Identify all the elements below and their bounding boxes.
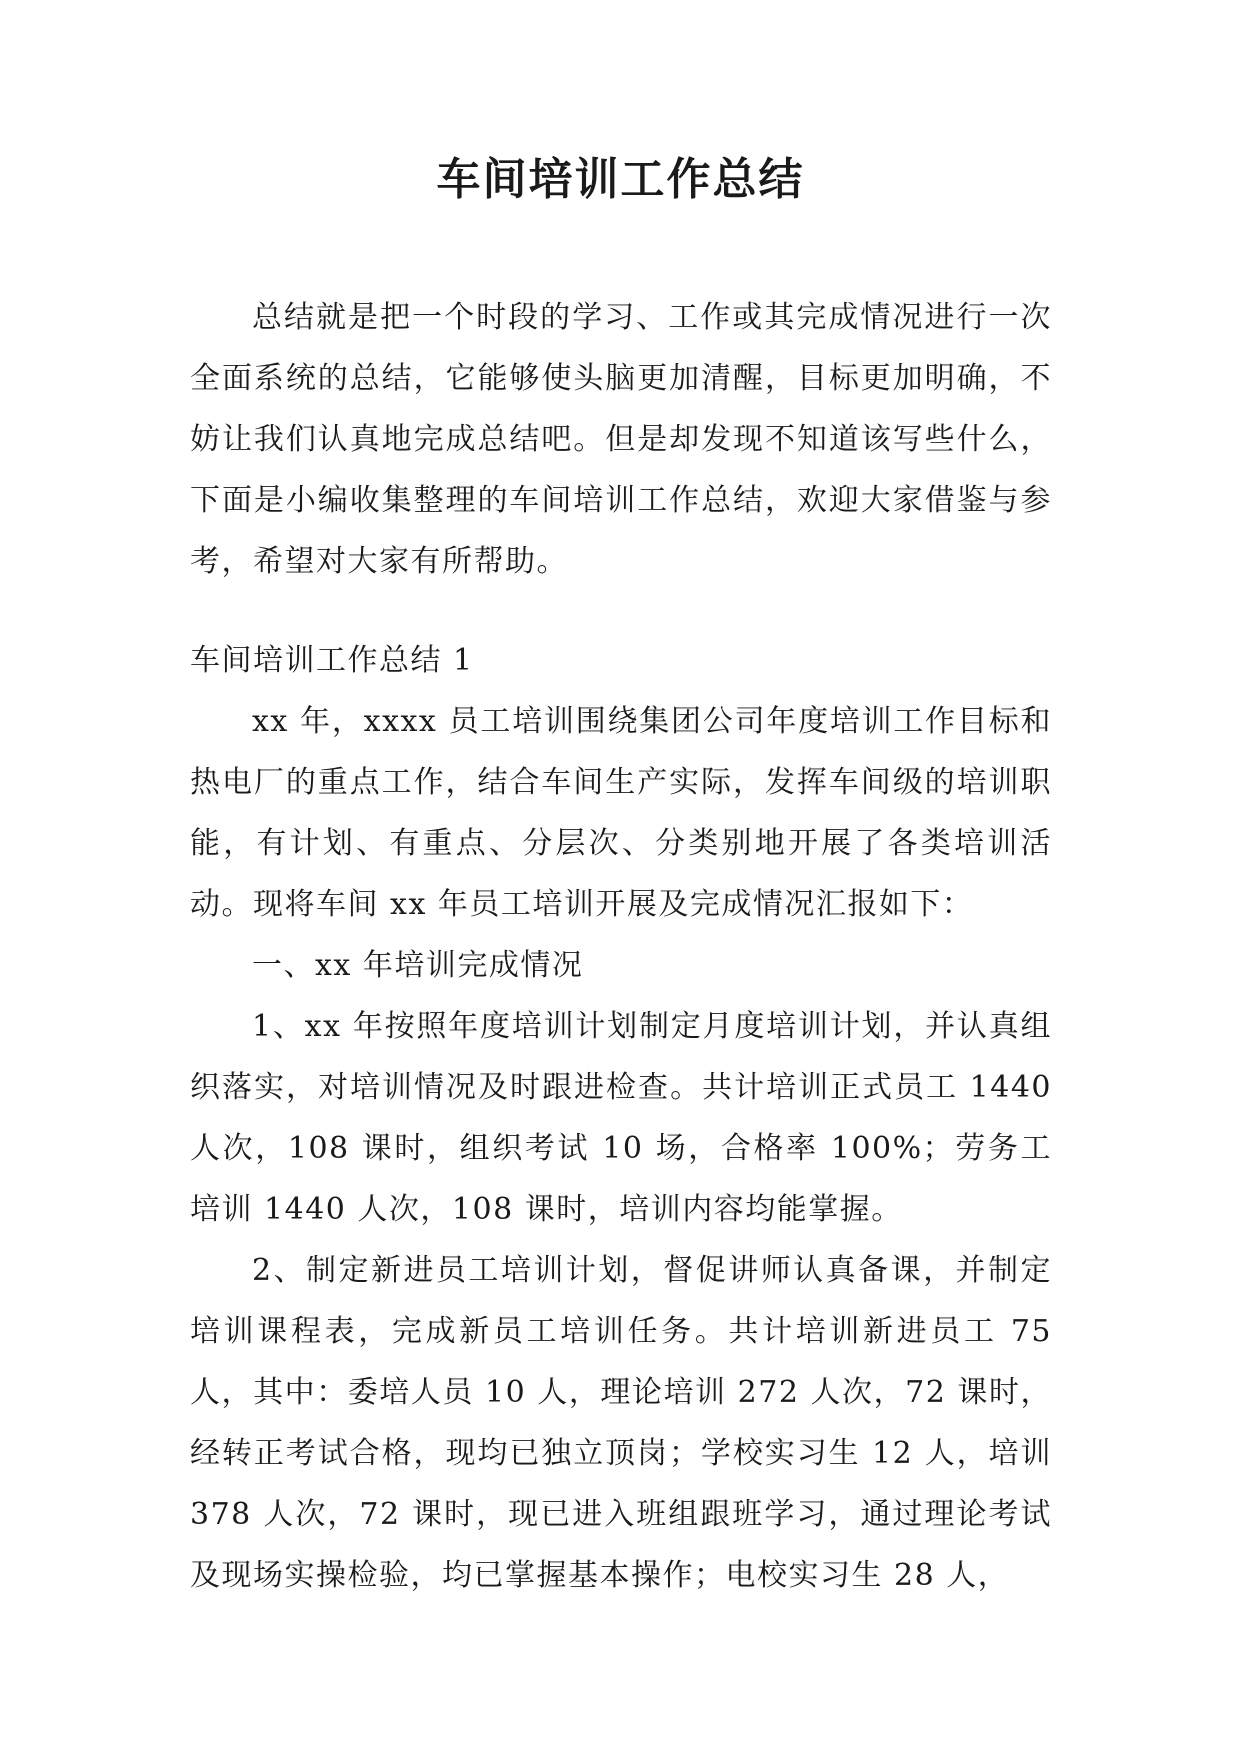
intro-paragraph: 总结就是把一个时段的学习、工作或其完成情况进行一次全面系统的总结，它能够使头脑更加清醒，目标更加明确，不妨让我们认真地完成总结吧。但是却发现不知道该写些什么，下面是小编收集整理的车间培训工作总结，欢迎大家借鉴与参考，希望对大家有所帮助。 <box>190 300 1052 579</box>
section-heading: 车间培训工作总结 1 <box>190 643 474 678</box>
body-paragraph: 2、制定新进员工培训计划，督促讲师认真备课，并制定培训课程表，完成新员工培训任务。共计培训新进员工 75 人，其中：委培人员 10 人，理论培训 272 人次，72 课时，经转正考试合格，现均已独立顶岗；学校实习生 12 人，培训 378 人次，72 课时，现已进入班组跟班学习，通过理论考试及现场实操检验，均已掌握基本操作；电校实习生 28 人， <box>190 1253 1052 1593</box>
document-title: 车间培训工作总结 <box>436 154 805 205</box>
body-paragraph: xx 年，xxxx 员工培训围绕集团公司年度培训工作目标和热电厂的重点工作，结合车间生产实际，发挥车间级的培训职能，有计划、有重点、分层次、分类别地开展了各类培训活动。现将车间 xx 年员工培训开展及完成情况汇报如下： <box>190 704 1052 922</box>
summary-section <box>190 630 1052 1606</box>
subsection-heading: 一、xx 年培训完成情况 <box>252 948 584 983</box>
intro-block <box>190 287 1052 592</box>
body-paragraph: 1、xx 年按照年度培训计划制定月度培训计划，并认真组织落实，对培训情况及时跟进检查。共计培训正式员工 1440 人次，108 课时，组织考试 10 场，合格率 100%；劳务工培训 1440 人次，108 课时，培训内容均能掌握。 <box>190 1009 1052 1227</box>
